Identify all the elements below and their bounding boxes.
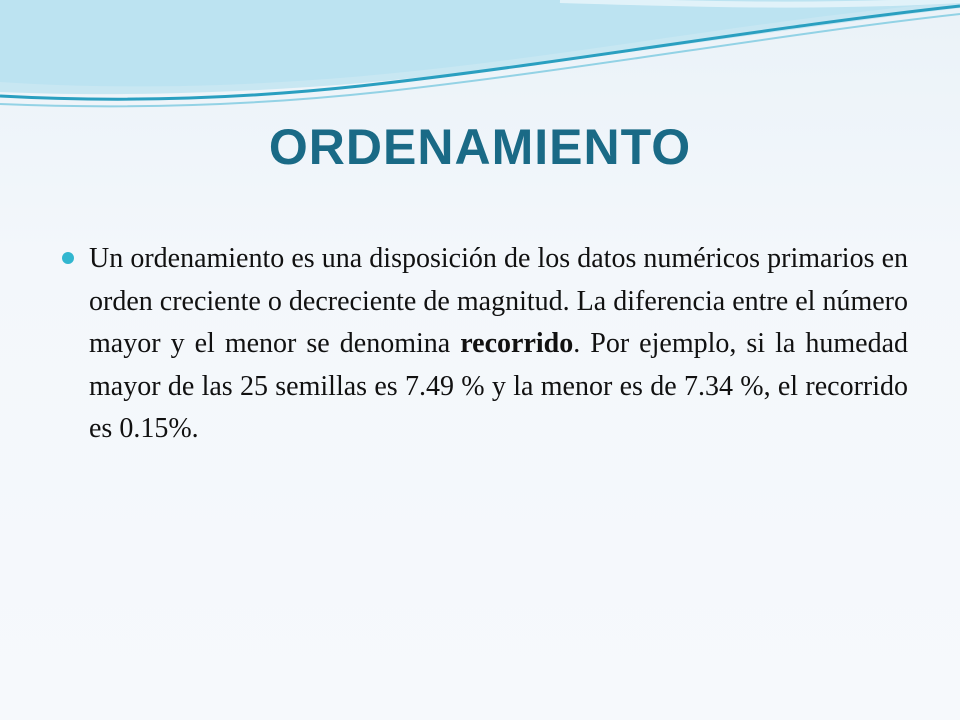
bullet-text: [89, 238, 908, 451]
bullet-bold-term: recorrido: [460, 328, 574, 359]
decorative-wave-header: [0, 0, 960, 120]
slide-title: ORDENAMIENTO: [268, 119, 692, 175]
bullet-dot-icon: [62, 252, 74, 264]
bullet-text-start: Un ordenamiento es una disposición de los datos numéricos primarios en orden creciente o decreciente de magnitud. La diferencia entre el número mayor y el menor se denomina: [89, 243, 908, 359]
bullet-text-end: . Por ejemplo, si la humedad mayor de las 25 semillas es 7.49 % y la menor es de 7.34 %, el recorrido es 0.15%.: [89, 328, 909, 444]
bullet-item: [62, 238, 908, 451]
